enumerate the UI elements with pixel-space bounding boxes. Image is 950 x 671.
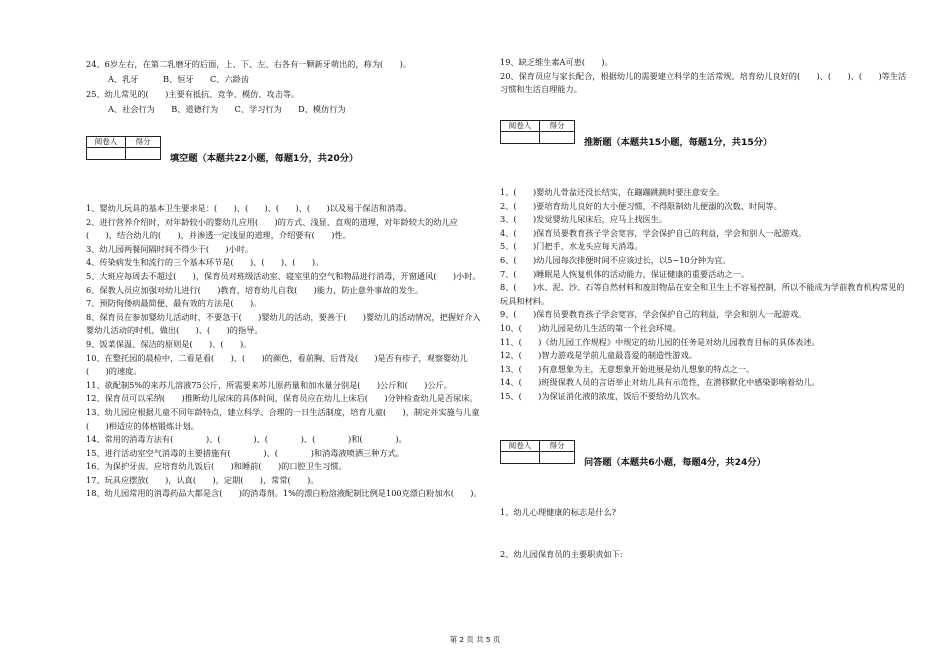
- judge-item: 4、( )保育员要教育孩子学会宽容，学会保护自己的利益，学会和别人一起游戏。: [500, 227, 807, 238]
- right-top-questions: [500, 56, 910, 97]
- fill-item: 13、幼儿园应根据儿童不同年龄特点，建立科学、合理的一日生活制度，培育儿童( )，制定并实施与儿童( )相适应的体格锻炼计划。: [86, 406, 480, 431]
- question-24-options: A、乳牙 B、恒牙 C、六龄齿: [108, 74, 250, 84]
- question-25-options: A、社会行为 B、道德行为 C、学习行为 D、模仿行为: [108, 104, 346, 114]
- judge-item: 7、( )睡眠是人恢复机体的活动能力，保证健康的重要活动之一。: [500, 268, 750, 279]
- qa-section-header: [500, 440, 920, 470]
- fill-item: 9、饭菜保温、保洁的原则是( )、( )。: [86, 338, 252, 349]
- question-20: 20、保育员应与家长配合，根据幼儿的需要建立科学的生活常规。培育幼儿良好的( )、( )、( )等生活习惯和生活自理能力。: [500, 70, 907, 95]
- judge-item: 9、( )保育员要教育孩子学会宽容，学会保护自己的利益，学会和别人一起游戏。: [500, 309, 807, 320]
- grader-cell: [87, 148, 126, 160]
- fill-item: 8、保育员在参加婴幼儿活动时，不要急于( )婴幼儿的活动，要善于( )婴幼儿的活动情况，把握好介入婴幼儿活动的时机，做出( )、( )的指导。: [86, 311, 481, 336]
- judge-item: 14、( )班级保教人员的言语举止对幼儿具有示范性，在潜移默化中感染影响着幼儿。: [500, 377, 820, 388]
- judge-item: 13、( )有意想象为主，无意想象开始进展是幼儿想象的特点之一。: [500, 363, 755, 374]
- score-label: 得分: [540, 441, 575, 452]
- fill-item: 3、幼儿园两餐间隔时间不得少于( )小时。: [86, 243, 254, 254]
- judge-item: 12、( )智力游戏是学前儿童最喜爱的制造性游戏。: [500, 350, 697, 361]
- question-25: 25、幼儿常见的( )主要有抵抗、竞争、模仿、攻击等。: [86, 89, 300, 99]
- fill-item: 2、进行营养介绍时，对年龄较小的婴幼儿应用( )的方式、浅显、直观的道理，对年龄较大的幼儿应( )，结合幼儿的( )，并渗透一定浅显的道理，介绍要有( )性。: [86, 216, 458, 241]
- score-box: [86, 136, 161, 160]
- score-box: [500, 440, 575, 464]
- score-cell: [126, 148, 161, 160]
- page-footer: 第 2 页 共 5 页: [449, 635, 501, 644]
- question-19: 19、缺乏维生素A可患( )。: [500, 57, 613, 67]
- fill-item: 12、保育员可以采纳( )推断幼儿尿床的具体时间，保育员应在幼儿上床后( )分钟检查幼儿是否尿床。: [86, 393, 478, 404]
- qa-item: 1、幼儿心理健康的标志是什么?: [500, 507, 617, 517]
- grader-label: 阅卷人: [501, 441, 540, 452]
- fill-in-section-header: [86, 136, 490, 166]
- grader-label: 阅卷人: [87, 137, 126, 148]
- judge-item: 5、( )门把手、水龙头应每天消毒。: [500, 241, 643, 252]
- score-label: 得分: [540, 121, 575, 132]
- score-label: 得分: [126, 137, 161, 148]
- fill-item: 1、婴幼儿玩具的基本卫生要求是：( )、( )、( )、( )以及易于保洁和消毒。: [86, 203, 412, 213]
- judge-item: 8、( )水、泥、沙、石等自然材料和废旧物品在安全和卫生上不容易控制，所以不能成为学前教育机构常见的玩具和材料。: [500, 282, 905, 306]
- score-box: [500, 120, 575, 144]
- fill-item: 11、欲配制5%的来苏儿溶液75公斤，所需要来苏儿原药量和加水量分别是( )公斤和( )公斤。: [86, 379, 452, 390]
- score-cell: [540, 452, 575, 464]
- fill-item: 18、幼儿园常用的消毒药品大都是含( )的消毒剂。1%的漂白粉溶液配制比例是100克漂白粉加水( )。: [86, 488, 482, 499]
- fill-item: 15、进行活动室空气消毒的主要措施有( )、( )和消毒液喷洒三种方式。: [86, 447, 404, 458]
- fill-item: 5、大班应每周去不超过( )，保育员对班级活动室、寝室里的空气和物品进行消毒，开窗通风( )小时。: [86, 270, 481, 281]
- grader-cell: [501, 452, 540, 464]
- qa-item: 2、幼儿园保育员的主要职责如下:: [500, 549, 623, 559]
- judge-item: 2、( )要培育幼儿良好的大小便习惯，不得限制幼儿便溺的次数、时间等。: [500, 200, 782, 211]
- score-cell: [540, 132, 575, 144]
- qa-section-title: 问答题（本题共6小题，每题4分，共24分）: [584, 457, 766, 468]
- fill-item: 6、保教人员应加强对幼儿进行( )教育，培育幼儿自我( )能力，防止意外事故的发生。: [86, 284, 424, 295]
- fill-in-section-title: 填空题（本题共22小题，每题1分，共20分）: [170, 153, 359, 164]
- judge-items: [500, 186, 910, 404]
- judge-item: 3、( )发觉婴幼儿尿床后，应马上找医生。: [500, 214, 668, 225]
- fill-item: 14、常用的消毒方法有( )、( )、( )、( )和( )。: [86, 434, 407, 445]
- fill-item: 17、玩具应摆放( )，认真( )，定期( )，常常( )。: [86, 474, 319, 485]
- judge-item: 11、( )《幼儿园工作规程》中规定的幼儿园的任务是对幼儿园教育目标的具体表述。: [500, 336, 820, 347]
- fill-item: 16、为保护牙齿，应培育幼儿饭后( )和睡前( )的口腔卫生习惯。: [86, 461, 347, 472]
- fill-item: 4、传染病发生和流行的三个基本环节是( )、( )、( )。: [86, 257, 324, 268]
- fill-in-items: [86, 202, 486, 501]
- judge-item: 6、( )幼儿园每次排便时间不应该过长，以5~10分钟为宜。: [500, 254, 731, 265]
- judge-section-header: [500, 120, 920, 150]
- grader-label: 阅卷人: [501, 121, 540, 132]
- grader-cell: [501, 132, 540, 144]
- fill-item: 7、预防佝偻病最简便、最有效的方法是( )。: [86, 298, 262, 309]
- judge-item: 15、( )为保证消化液的浓度，饭后不要给幼儿饮水。: [500, 390, 706, 401]
- fill-item: 10、在整托园的晨检中，二看是看( )、( )的颜色，看前胸、后背及( )是否有疹子，观察婴幼儿( )的速度。: [86, 352, 468, 377]
- question-24: 24、6岁左右，在第二乳磨牙的后面，上、下、左、右各有一颗新牙萌出的，称为( )。: [86, 59, 411, 69]
- judge-section-title: 推断题（本题共15小题，每题1分，共15分）: [584, 137, 773, 148]
- judge-item: 1、( )婴幼儿骨盆还没长结实，在蹦蹦跳跳时要注意安全。: [500, 187, 725, 197]
- judge-item: 10、( )幼儿园是幼儿生活的第一个社会环境。: [500, 322, 681, 333]
